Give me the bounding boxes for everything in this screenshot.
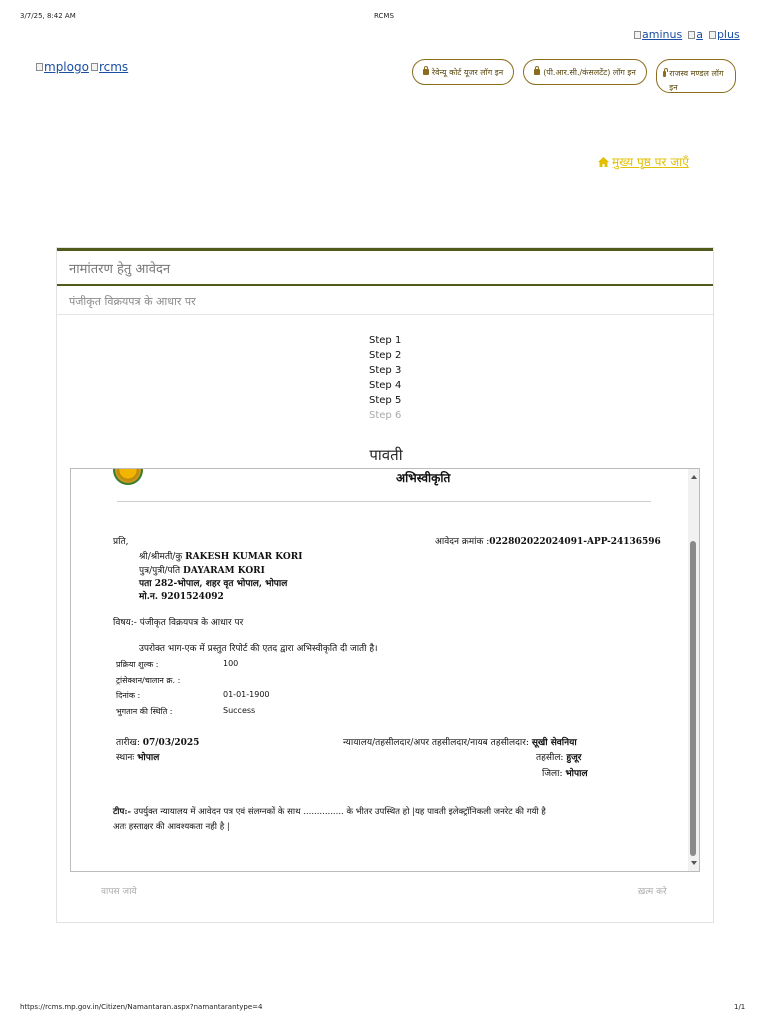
applicant-mobile: मो.न. 9201524092	[139, 592, 224, 602]
applicant-relation-label: पुत्र/पुत्री/पति	[139, 566, 181, 576]
transaction-label: ट्रांसेक्शन/चालान क्र. :	[116, 676, 181, 685]
payment-status-label: भुगतान की स्थिति :	[116, 707, 173, 716]
mutation-application-panel	[56, 247, 714, 923]
date-field-value: 01-01-1900	[223, 690, 270, 699]
receipt-date	[116, 735, 199, 748]
court-value: सूखी सेवनिया	[531, 738, 577, 748]
application-number-label: आवेदन क्रमांक :	[435, 537, 490, 547]
step-3[interactable]: Step 3	[369, 365, 402, 376]
application-number-value: 022802022024091-APP-24136596	[489, 537, 661, 547]
panel-subheader	[57, 286, 713, 315]
district-label: जिला:	[542, 769, 563, 779]
print-title: RCMS	[374, 12, 394, 20]
print-datetime: 3/7/25, 8:42 AM	[20, 12, 76, 20]
step-1[interactable]: Step 1	[369, 335, 402, 346]
step-6[interactable]: Step 6	[369, 410, 402, 421]
logo-area	[36, 60, 128, 74]
font-decrease-link[interactable]	[634, 28, 682, 41]
receipt-place	[116, 750, 159, 763]
revenue-court-login-button[interactable]	[412, 59, 514, 85]
receipt-document	[71, 469, 689, 872]
note-text-1: उपर्युक्त न्यायालय में आवेदन पत्र एवं संलग्नकों के साथ ............... के भीतर उपस्थित हो |यह पावती इलेक्ट्रॉनिकली जनरेट की गयी है	[133, 807, 546, 817]
panel-subtitle: पंजीकृत विक्रयपत्र के आधार पर	[69, 295, 196, 308]
home-page-link[interactable]	[598, 153, 689, 170]
broken-image-icon	[91, 63, 98, 71]
district-value: भोपाल	[565, 769, 588, 779]
note-label: टीप:-	[113, 807, 131, 817]
applicant-name	[139, 549, 302, 562]
tehsil	[536, 750, 581, 763]
receipt-place-value: भोपाल	[137, 753, 160, 763]
revenue-court-login-label: रेवेन्यू कोर्ट यूजर लॉग इन	[431, 67, 504, 77]
rcms-logo-alt: rcms	[98, 60, 129, 74]
scrollbar-thumb[interactable]	[690, 541, 696, 856]
prc-consultant-login-label: (पी.आर.सी./कंसलटेंट) लॉग इन	[543, 67, 636, 77]
fee-label: प्रक्रिया शुल्क :	[116, 660, 159, 669]
fee-value: 100	[223, 659, 239, 668]
receipt-note-line1	[113, 806, 546, 817]
lock-icon	[663, 71, 666, 77]
application-number	[435, 534, 661, 547]
scroll-down-icon[interactable]	[691, 861, 697, 865]
applicant-relation	[139, 563, 265, 576]
mp-logo-link[interactable]	[36, 60, 89, 74]
receipt-subject: विषय:- पंजीकृत विक्रयपत्र के आधार पर	[113, 618, 244, 628]
font-size-controls	[634, 28, 740, 41]
back-button[interactable]: वापस जाये	[101, 887, 137, 897]
panel-top-border	[57, 248, 713, 251]
receipt-title: पावती	[369, 446, 403, 464]
font-normal-alt: a	[696, 28, 703, 41]
district	[542, 766, 588, 779]
broken-image-icon	[36, 63, 43, 71]
step-list	[369, 333, 401, 423]
lock-icon	[534, 69, 540, 75]
date-field-label: दिनांक :	[116, 691, 141, 700]
mp-emblem-icon	[113, 468, 143, 485]
step-2[interactable]: Step 2	[369, 350, 402, 361]
print-page-number: 1/1	[734, 1003, 746, 1011]
court-label: न्यायालय/तहसीलदार/अपर तहसीलदार/नायब तहसीलदार:	[343, 738, 529, 748]
revenue-board-login-button[interactable]	[656, 59, 736, 93]
applicant-address: पता 282-भोपाल, शहर वृत भोपाल, भोपाल	[139, 579, 288, 589]
receipt-heading: अभिस्वीकृति	[396, 471, 451, 485]
broken-image-icon	[634, 31, 641, 39]
receipt-body: उपरोक्त भाग-एक में प्रस्तुत रिपोर्ट की एतद द्वारा अभिस्वीकृति दी जाती है।	[139, 644, 378, 654]
home-icon	[598, 157, 609, 167]
step-4[interactable]: Step 4	[369, 380, 402, 391]
mp-logo-alt: mplogo	[44, 60, 89, 74]
payment-status-value: Success	[223, 706, 256, 715]
font-decrease-alt: aminus	[642, 28, 683, 41]
receipt-date-value: 07/03/2025	[142, 738, 200, 748]
panel-title: नामांतरण हेतु आवेदन	[69, 262, 171, 277]
step-5[interactable]: Step 5	[369, 395, 402, 406]
print-url: https://rcms.mp.gov.in/Citizen/Namantaran.aspx?namantarantype=4	[20, 1003, 263, 1011]
receipt-to: प्रति,	[113, 537, 129, 547]
scroll-up-icon[interactable]	[691, 475, 697, 479]
court-name	[343, 735, 577, 748]
revenue-board-login-label: राजस्व मण्डल लॉग इन	[669, 69, 724, 92]
prc-consultant-login-button[interactable]	[523, 59, 647, 85]
font-normal-link[interactable]	[688, 28, 703, 41]
receipt-scrollbar[interactable]	[688, 469, 699, 871]
font-increase-link[interactable]	[709, 28, 740, 41]
font-increase-alt: plus	[716, 28, 740, 41]
tehsil-label: तहसील:	[536, 753, 564, 763]
receipt-note-line2: अतः हस्ताक्षर की आवश्यकता नही है |	[113, 822, 230, 832]
home-page-link-label: मुख्य पृष्ठ पर जाएँ	[612, 155, 689, 169]
tehsil-value: हुजूर	[566, 753, 582, 763]
applicant-name-label: श्री/श्रीमती/कु	[139, 552, 183, 562]
applicant-relation-value: DAYARAM KORI	[183, 566, 265, 576]
receipt-place-label: स्थानः	[116, 753, 135, 763]
broken-image-icon	[709, 31, 716, 39]
receipt-frame[interactable]	[70, 468, 700, 872]
rcms-logo-link[interactable]	[91, 60, 128, 74]
broken-image-icon	[688, 31, 695, 39]
lock-icon	[423, 69, 429, 75]
receipt-date-label: तारीख:	[116, 738, 140, 748]
finish-button[interactable]: ख़त्म करे	[638, 887, 667, 897]
applicant-name-value: RAKESH KUMAR KORI	[185, 552, 303, 562]
receipt-divider	[117, 501, 651, 502]
